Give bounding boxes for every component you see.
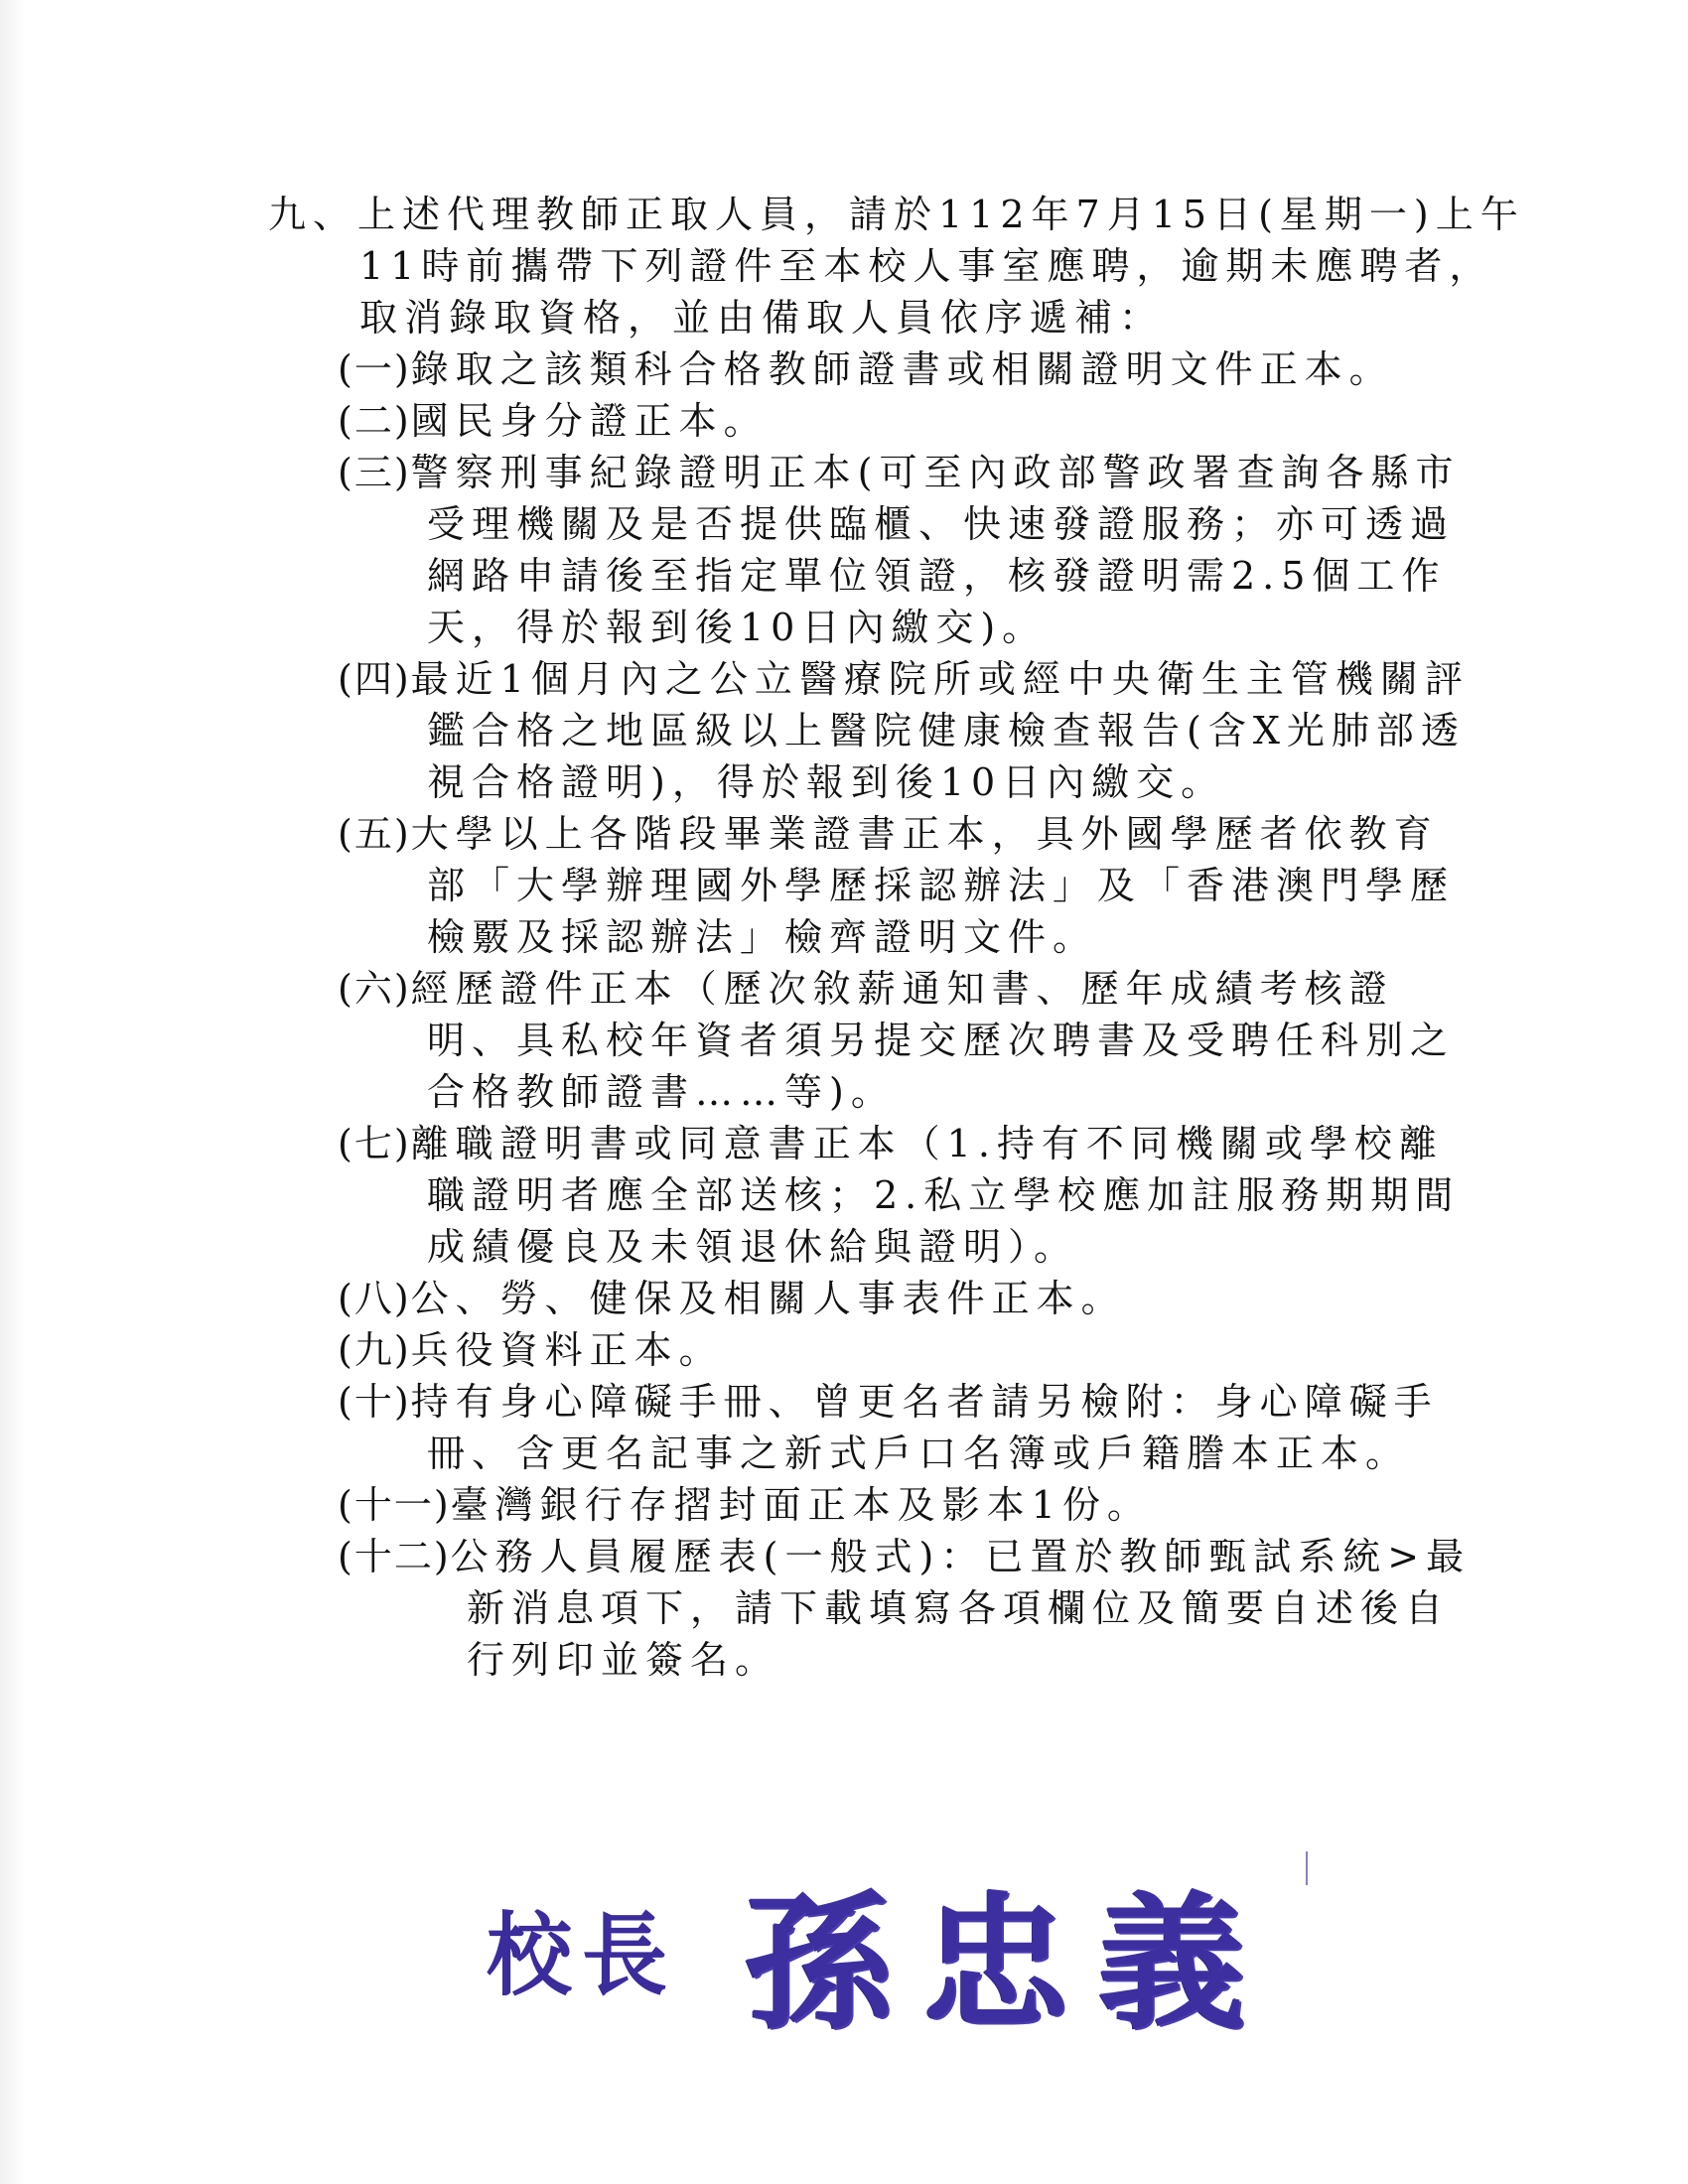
- item-text: 網路申請後至指定單位領證，核發證明需2.5個工作: [427, 554, 1447, 598]
- item-first-line: [268, 963, 1499, 1015]
- item-text: 天，得於報到後10日內繳交)。: [427, 606, 1048, 649]
- section-line: 取消錄取資格，並由備取人員依序遞補：: [359, 296, 1165, 340]
- item-text: 檢覈及採認辦法」檢齊證明文件。: [427, 915, 1098, 959]
- item-marker: (一): [338, 347, 411, 391]
- document-body: [268, 189, 1525, 1686]
- item-first-line: [268, 1376, 1499, 1428]
- list-item: [268, 1273, 1499, 1324]
- item-marker: (六): [338, 967, 411, 1011]
- item-text: 視合格證明)，得於報到後10日內繳交。: [427, 760, 1226, 804]
- list-item: [268, 808, 1499, 963]
- scan-artifact: [1306, 1851, 1308, 1885]
- item-text: 合格教師證書……等)。: [427, 1070, 896, 1114]
- item-text: 警察刑事紀錄證明正本(可至內政部警政署查詢各縣市: [410, 451, 1461, 494]
- item-text: 冊、含更名記事之新式戶口名簿或戶籍謄本正本。: [427, 1432, 1411, 1475]
- item-first-line: [268, 808, 1499, 860]
- item-marker: (十一): [338, 1483, 451, 1527]
- item-text: 持有身心障礙手冊、曾更名者請另檢附：身心障礙手: [410, 1380, 1439, 1424]
- item-first-line: [268, 653, 1499, 705]
- signature-title: 校長: [487, 1902, 677, 2008]
- list-item: [268, 963, 1499, 1118]
- scan-edge-shadow: [0, 0, 26, 2184]
- item-first-line: [268, 343, 1499, 395]
- list-item: [268, 343, 1499, 395]
- section-nine: [268, 189, 1525, 343]
- item-marker: (五): [338, 812, 411, 856]
- item-text: 錄取之該類科合格教師證書或相關證明文件正本。: [410, 347, 1394, 391]
- list-item: [268, 1531, 1499, 1686]
- item-marker: (九): [338, 1328, 411, 1372]
- item-first-line: [268, 1273, 1499, 1324]
- item-first-line: [268, 395, 1499, 447]
- item-marker: (八): [338, 1277, 411, 1320]
- item-text: 經歷證件正本（歷次敘薪通知書、歷年成績考核證: [410, 967, 1394, 1011]
- item-text: 成績優良及未領退休給與證明）。: [427, 1225, 1079, 1269]
- signature-name: 孫忠義: [745, 1876, 1275, 2049]
- list-item: [268, 1479, 1499, 1531]
- item-text: 明、具私校年資者須另提交歷次聘書及受聘任科別之: [427, 1019, 1456, 1062]
- item-marker: (十二): [338, 1535, 451, 1578]
- item-text: 受理機關及是否提供臨櫃、快速發證服務；亦可透過: [427, 502, 1456, 546]
- item-marker: (十): [338, 1380, 411, 1424]
- item-text: 離職證明書或同意書正本（1.持有不同機關或學校離: [410, 1122, 1444, 1165]
- item-text: 臺灣銀行存摺封面正本及影本1份。: [450, 1483, 1152, 1527]
- section-line: 九、上述代理教師正取人員，請於112年7月15日(星期一)上午: [268, 193, 1525, 236]
- item-text: 部「大學辦理國外學歷採認辦法」及「香港澳門學歷: [427, 864, 1456, 907]
- item-marker: (二): [338, 399, 411, 443]
- item-text: 公、勞、健保及相關人事表件正本。: [410, 1277, 1126, 1320]
- item-text: 兵役資料正本。: [410, 1328, 724, 1372]
- section-line: 11時前攜帶下列證件至本校人事室應聘，逾期未應聘者，: [359, 244, 1494, 288]
- list-item: [268, 1324, 1499, 1376]
- list-item: [268, 1118, 1499, 1273]
- principal-signature: [477, 1846, 1350, 2049]
- item-text: 國民身分證正本。: [410, 399, 769, 443]
- item-text: 最近1個月內之公立醫療院所或經中央衛生主管機關評: [410, 657, 1470, 701]
- item-text: 公務人員履歷表(一般式)：已置於教師甄試系統>最: [450, 1535, 1472, 1578]
- item-first-line: [268, 447, 1499, 498]
- item-first-line: [268, 1118, 1499, 1169]
- item-marker: (三): [338, 451, 411, 494]
- item-text: 大學以上各階段畢業證書正本，具外國學歷者依教育: [410, 812, 1439, 856]
- item-marker: (七): [338, 1122, 411, 1165]
- list-item: [268, 395, 1499, 447]
- item-text: 新消息項下，請下載填寫各項欄位及簡要自述後自: [467, 1586, 1451, 1630]
- item-text: 鑑合格之地區級以上醫院健康檢查報告(含X光肺部透: [427, 709, 1466, 752]
- item-first-line: [268, 1531, 1499, 1582]
- list-item: [268, 1376, 1499, 1479]
- item-first-line: [268, 1324, 1499, 1376]
- item-text: 行列印並簽名。: [467, 1638, 780, 1682]
- item-first-line: [268, 1479, 1499, 1531]
- list-item: [268, 447, 1499, 653]
- item-text: 職證明者應全部送核；2.私立學校應加註服務期期間: [427, 1173, 1461, 1217]
- list-item: [268, 653, 1499, 808]
- item-marker: (四): [338, 657, 411, 701]
